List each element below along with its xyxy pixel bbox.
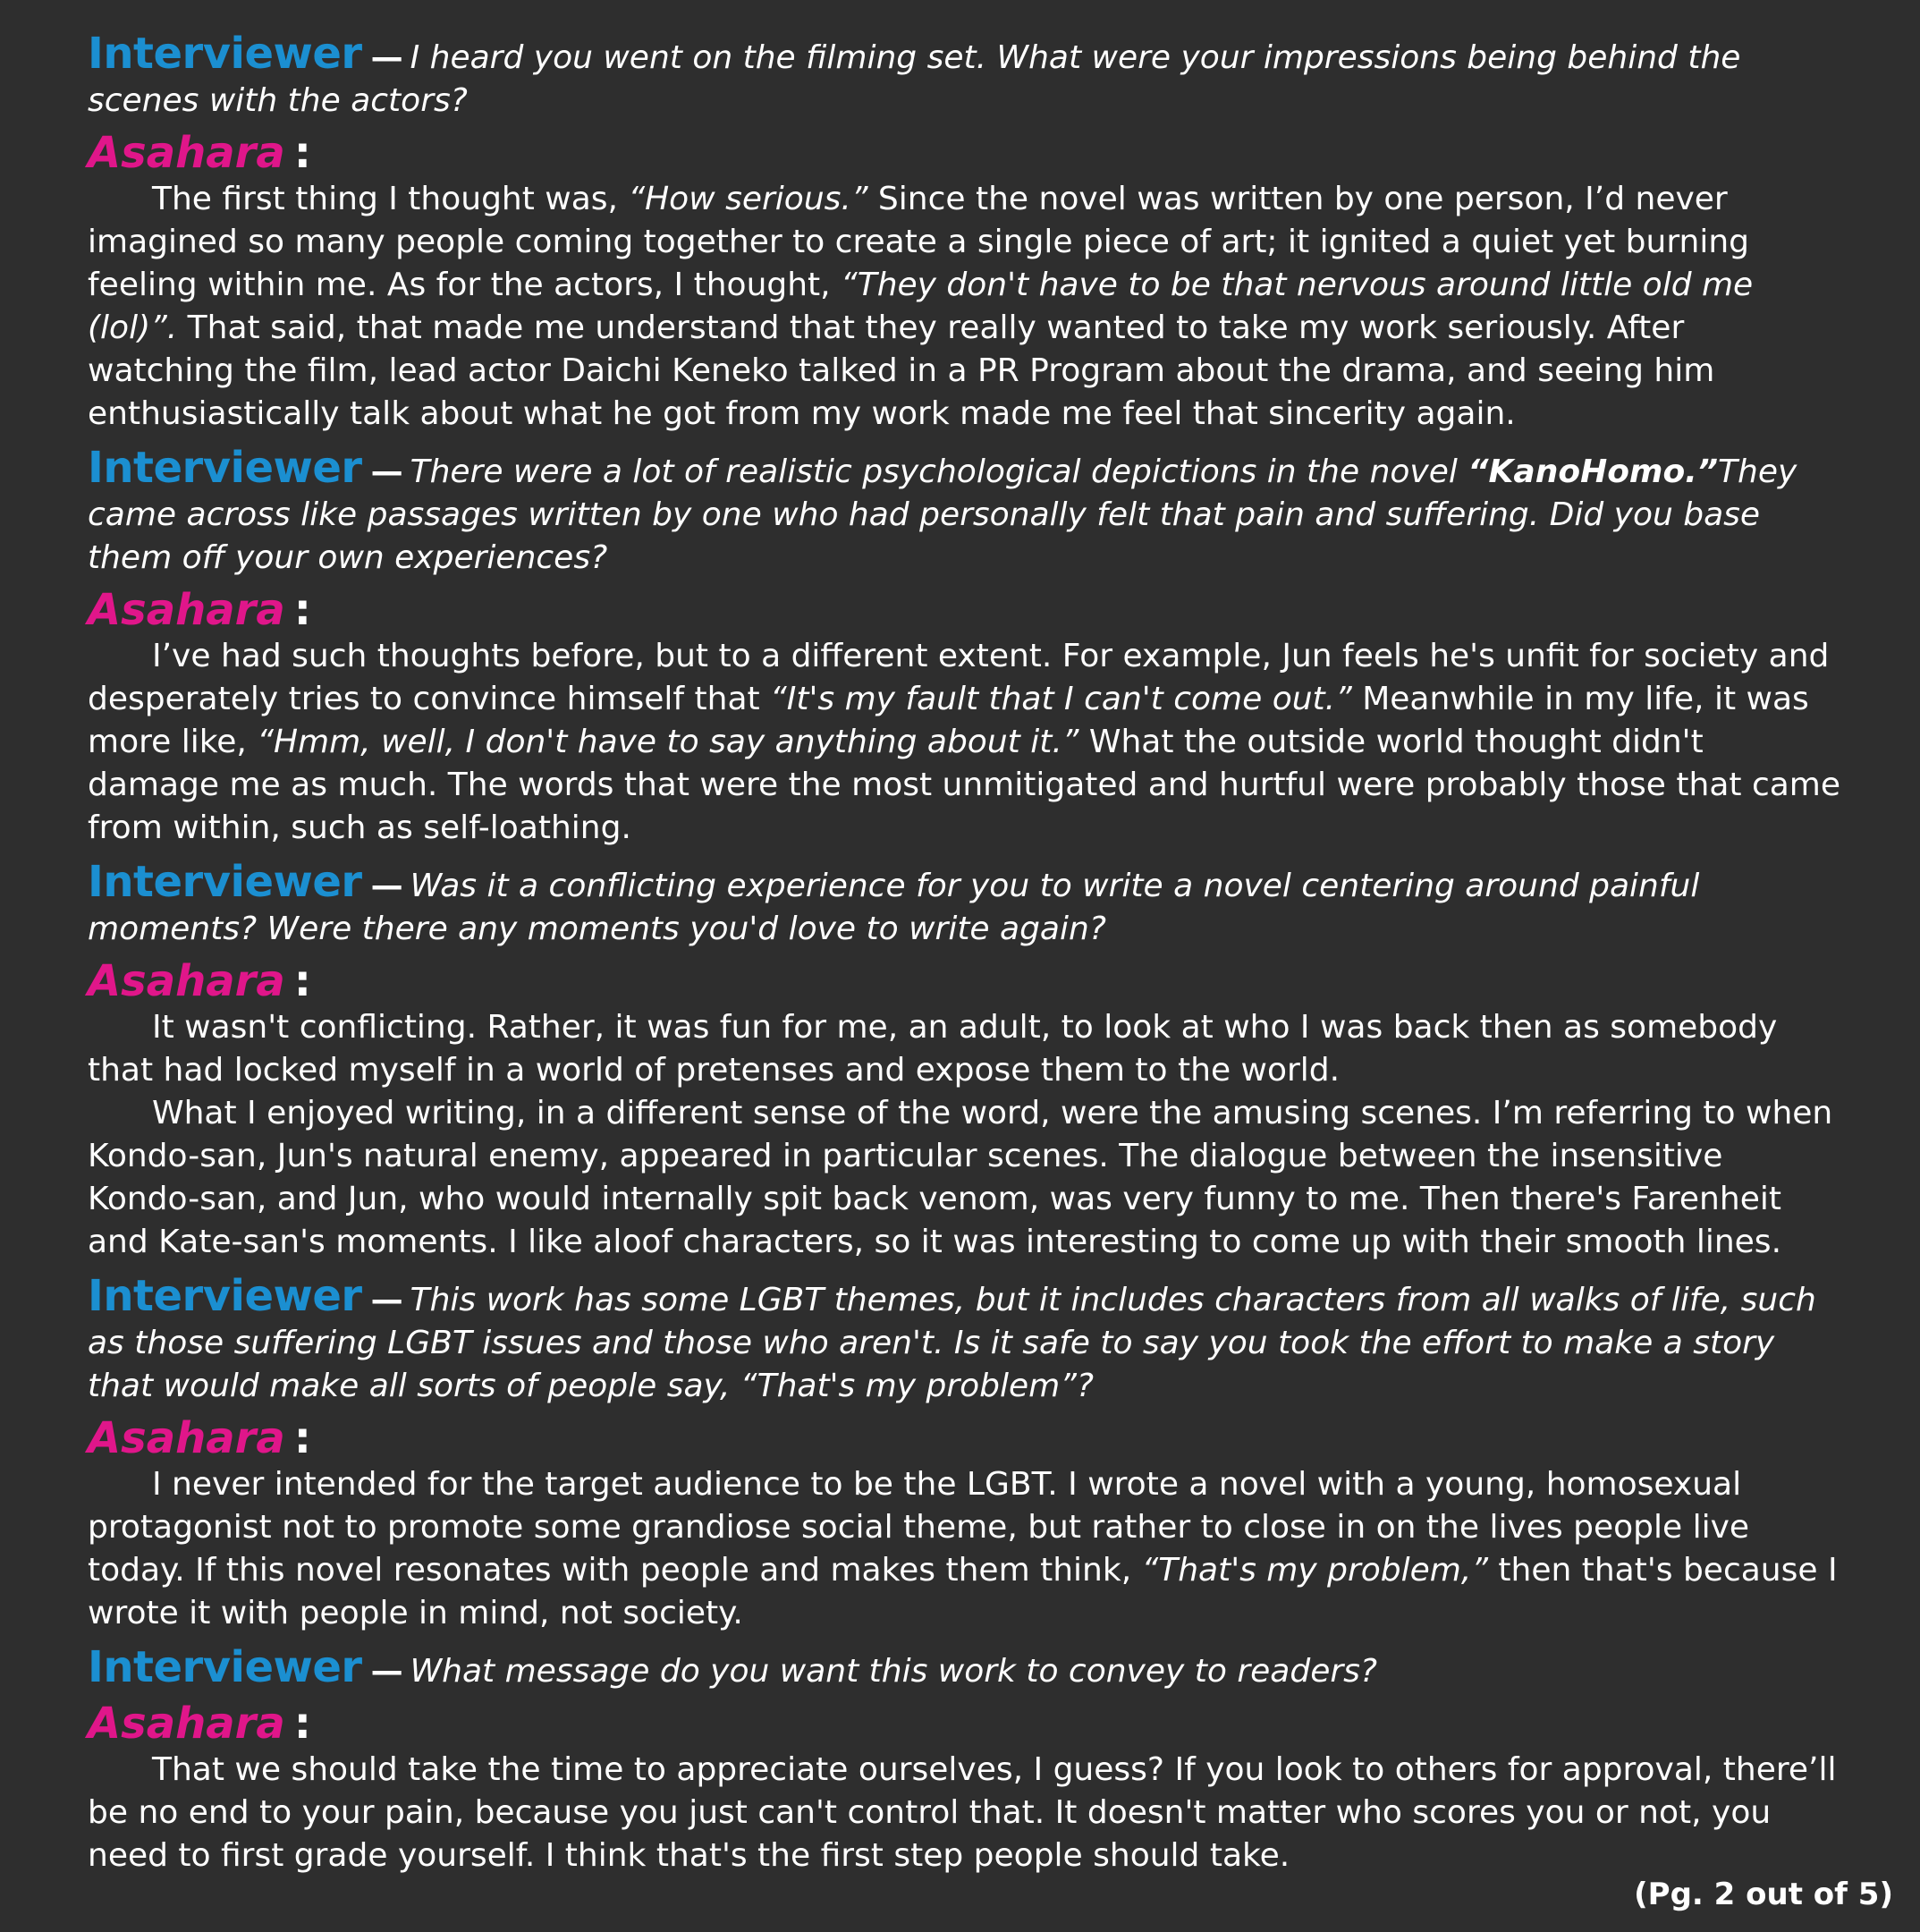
dash: — [370, 453, 403, 490]
interviewer-question-5 [88, 1642, 1840, 1693]
interviewer-question-1 [88, 29, 1840, 123]
dash: — [370, 868, 403, 904]
answer-text: I never intended for the target audience to be the LGBT. I wrote a novel with a young, homosexual protagonist not to promote some grandiose social theme, but rather to close in on the lives people live today. If this novel resonates with people and makes them think, [88, 1466, 1750, 1589]
answer-text: then that's because I wrote it with people in mind, not society. [88, 1552, 1838, 1631]
answer-quote: “It's my fault that I can't come out.” [770, 681, 1352, 717]
answer-text: What the outside world thought didn't damage me as much. The words that were the most unmitigated and hurtful were probably those that came from within, such as self-loathing. [88, 724, 1841, 846]
question-text: I heard you went on the filming set. What were your impressions being behind the scenes with the actors? [88, 39, 1741, 119]
answer-3-paragraph-2: What I enjoyed writing, in a different sense of the word, were the amusing scenes. I’m referring to when Kondo-san, Jun's natural enemy, appeared in particular scenes. The dialogue between the insensitive Kondo-san, and Jun, who would internally spit back venom, was very funny to me. Then there's Farenheit and Kate-san's moments. I like aloof characters, so it was interesting to come up with their smooth lines. [88, 1095, 1833, 1260]
question-text: What message do you want this work to convey to readers? [410, 1653, 1378, 1690]
asahara-heading-2 [88, 585, 1840, 635]
colon: : [293, 1699, 311, 1749]
dash: — [370, 1282, 403, 1318]
answer-quote: “How serious.” [628, 181, 868, 217]
page-indicator: (Pg. 2 out of 5) [1634, 1877, 1893, 1912]
asahara-label: Asahara [88, 585, 285, 635]
answer-4 [88, 1463, 1840, 1635]
answer-5: That we should take the time to appreciate ourselves, I guess? If you look to others for approval, there’ll be no end to your pain, because you just can't control that. It doesn't matter who scores you or not, you need to first grade yourself. I think that's the first step people should take. [88, 1751, 1837, 1874]
asahara-heading-4 [88, 1413, 1840, 1463]
answer-2 [88, 635, 1840, 850]
interviewer-label: Interviewer [88, 1271, 362, 1321]
question-text: This work has some LGBT themes, but it includes characters from all walks of life, such as those suffering LGBT issues and those who aren't. Is it safe to say you took the effort to make a story that would make all sorts of people say, “That's my problem”? [88, 1282, 1816, 1404]
asahara-heading-1 [88, 128, 1840, 178]
colon: : [293, 585, 311, 635]
answer-text: That said, that made me understand that they really wanted to take my work seriously. After watching the film, lead actor Daichi Keneko talked in a PR Program about the drama, and seeing him enthusiastically talk about what he got from my work made me feel that sincerity again. [88, 309, 1715, 432]
colon: : [293, 1413, 311, 1463]
asahara-label: Asahara [88, 956, 285, 1006]
asahara-label: Asahara [88, 1699, 285, 1749]
interviewer-label: Interviewer [88, 443, 362, 493]
asahara-heading-3 [88, 956, 1840, 1006]
interviewer-question-4 [88, 1271, 1840, 1408]
novel-title: “KanoHomo.” [1467, 453, 1719, 490]
answer-text: Meanwhile in my life, it was more like, [88, 681, 1809, 760]
interviewer-question-2 [88, 443, 1840, 580]
asahara-label: Asahara [88, 1413, 285, 1463]
colon: : [293, 128, 311, 178]
dash: — [370, 39, 403, 76]
interviewer-label: Interviewer [88, 29, 362, 79]
answer-text: The first thing I thought was, [152, 181, 629, 217]
asahara-label: Asahara [88, 128, 285, 178]
interviewer-question-3 [88, 857, 1840, 951]
answer-quote: “That's my problem,” [1141, 1552, 1488, 1589]
dash: — [370, 1653, 403, 1690]
answer-text: Since the novel was written by one person, I’d never imagined so many people coming together to create a single piece of art; it ignited a quiet yet burning feeling within me. As for the actors, I thought, [88, 181, 1750, 303]
question-text: They came across like passages written by one who had personally felt that pain and suffering. Did you base them off your own experiences? [88, 453, 1797, 576]
interview-page [88, 29, 1841, 1877]
answer-1 [88, 178, 1840, 436]
asahara-heading-5 [88, 1699, 1840, 1749]
answer-quote: “Hmm, well, I don't have to say anything about it.” [257, 724, 1079, 760]
interviewer-label: Interviewer [88, 1642, 362, 1692]
question-text: Was it a conflicting experience for you to write a novel centering around painful moments? Were there any moments you'd love to write again? [88, 868, 1700, 947]
answer-quote: “They don't have to be that nervous around little old me (lol)”. [88, 267, 1754, 346]
question-text: There were a lot of realistic psychological depictions in the novel [410, 453, 1468, 490]
answer-text: I’ve had such thoughts before, but to a different extent. For example, Jun feels he's unfit for society and desperately tries to convince himself that [88, 638, 1830, 717]
colon: : [293, 956, 311, 1006]
answer-3-paragraph-1: It wasn't conflicting. Rather, it was fun for me, an adult, to look at who I was back then as somebody that had locked myself in a world of pretenses and expose them to the world. [88, 1009, 1778, 1089]
interviewer-label: Interviewer [88, 857, 362, 907]
